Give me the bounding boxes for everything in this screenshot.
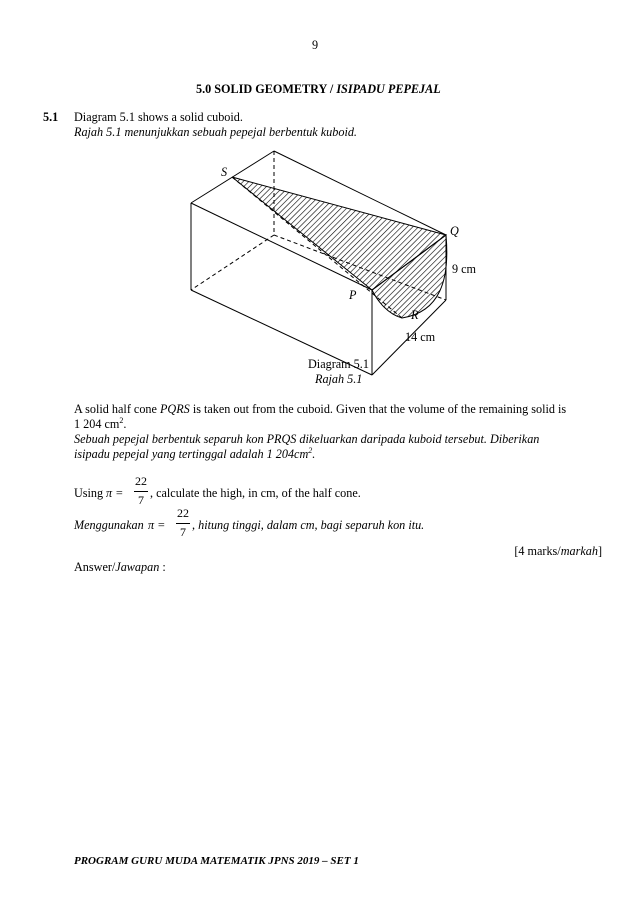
page-number: 9 xyxy=(312,38,319,52)
paragraph-ms-line1: Sebuah pepejal berbentuk separuh kon PRQS dikeluarkan daripada kuboid tersebut. Diberikan xyxy=(74,432,540,446)
pi-equals-ms: π = xyxy=(148,518,166,532)
answer-c: : xyxy=(159,560,166,574)
using-en-label: Using xyxy=(74,486,104,500)
paragraph-en-end: . xyxy=(123,417,127,431)
fraction-den-en: 7 xyxy=(138,493,144,507)
dimension-height: 9 cm xyxy=(452,262,477,276)
footer: PROGRAM GURU MUDA MATEMATIK JPNS 2019 – SET 1 xyxy=(74,855,359,867)
paragraph-ms-line2 xyxy=(74,447,315,462)
paragraph-ms-text: isipadu pepejal yang tertinggal adalah 1 204cm xyxy=(74,447,309,461)
marks-label xyxy=(514,544,602,559)
using-ms-label: Menggunakan xyxy=(74,518,144,532)
fraction-line-en xyxy=(134,491,148,492)
marks-b: markah xyxy=(560,544,598,558)
fraction-num-en: 22 xyxy=(135,474,147,488)
paragraph-ms-end: . xyxy=(312,447,316,461)
answer-label xyxy=(74,560,166,575)
question-intro-en: Diagram 5.1 shows a solid cuboid. xyxy=(74,110,243,124)
diagram-caption-en: Diagram 5.1 xyxy=(308,357,369,371)
label-q: Q xyxy=(450,224,459,238)
section-title-ms: ISIPADU PEPEJAL xyxy=(336,82,441,96)
marks-a: [4 marks/ xyxy=(514,544,561,558)
diagram-caption-ms-text: Rajah 5.1 xyxy=(315,372,363,386)
answer-a: Answer/ xyxy=(74,560,116,574)
dimension-length: 14 cm xyxy=(405,330,436,344)
label-r: R xyxy=(411,308,419,322)
question-intro-ms-rest: 5.1 menunjukkan sebuah pepejal berbentuk kuboid. xyxy=(103,125,357,139)
fraction-line-ms xyxy=(176,523,190,524)
marks-c: ] xyxy=(597,544,602,558)
question-intro-ms-rajah: Rajah xyxy=(74,125,104,139)
label-s: S xyxy=(221,165,228,179)
question-number: 5.1 xyxy=(43,110,59,124)
label-p: P xyxy=(349,288,357,302)
using-ms-rest: , hitung tinggi, dalam cm, bagi separuh kon itu. xyxy=(192,518,425,532)
using-en-rest: , calculate the high, in cm, of the half cone. xyxy=(150,486,361,500)
fraction-num-ms: 22 xyxy=(177,506,189,520)
paragraph-en-sup: 2 xyxy=(119,415,124,425)
fraction-den-ms: 7 xyxy=(180,525,186,539)
pi-equals-en: π = xyxy=(106,486,124,500)
diagram-caption-ms xyxy=(315,372,362,387)
section-title-en: 5.0 SOLID GEOMETRY / xyxy=(196,82,337,96)
paragraph-ms-sup: 2 xyxy=(308,445,313,455)
answer-b: Jawapan xyxy=(115,560,160,574)
paragraph-en-pqrs: PQRS xyxy=(159,402,190,416)
paragraph-en-a: A solid half cone xyxy=(74,402,160,416)
paragraph-en-line2 xyxy=(74,417,126,432)
paragraph-en-volume: 1 204 cm xyxy=(74,417,120,431)
paragraph-en-b: is taken out from the cuboid. Given that the volume of the remaining solid is xyxy=(189,402,567,416)
paragraph-en-line1 xyxy=(74,402,566,417)
